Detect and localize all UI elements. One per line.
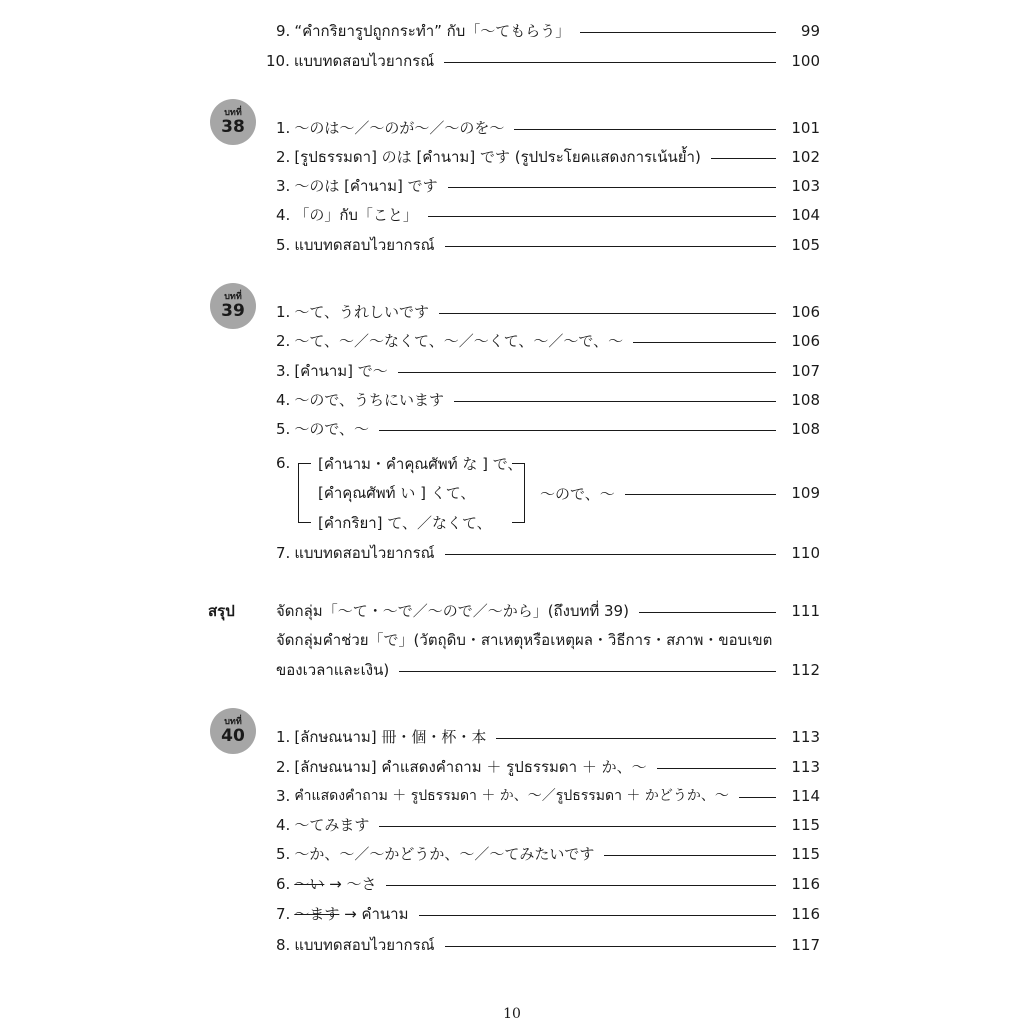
lesson-38-badge: [210, 99, 256, 145]
entry-page: 113: [791, 728, 820, 746]
dot-leader: [580, 32, 776, 33]
entry-number: 3.: [276, 362, 291, 380]
entry-page: 116: [791, 905, 820, 923]
dot-leader: [444, 62, 776, 63]
entry-number: 5.: [276, 420, 291, 438]
entry-page: 101: [791, 119, 820, 137]
entry-title: แบบทดสอบไวยากรณ์: [294, 236, 435, 254]
entry-page: 108: [791, 420, 820, 438]
entry-title: ～か、～／～かどうか、～／～てみたいです: [294, 845, 595, 863]
toc-entry[interactable]: [276, 813, 820, 837]
entry-number: 3.: [276, 787, 291, 805]
entry-title: [คำนาม] で～: [294, 362, 388, 380]
toc-entry[interactable]: [276, 388, 820, 412]
dot-leader: [445, 946, 776, 947]
entry-number: 3.: [276, 177, 291, 195]
dot-leader: [514, 129, 776, 130]
dot-leader: [419, 915, 777, 916]
entry-number: 7.: [276, 905, 291, 923]
entry-title-line: จัดกลุ่มคำช่วย「で」(วัตถุดิบ・สาเหตุหรือเหตุผล・วิธีการ・สภาพ・ขอบเขต: [276, 631, 773, 649]
dot-leader: [625, 494, 776, 495]
toc-entry[interactable]: [276, 725, 820, 749]
entry-title: ของเวลาและเงิน): [276, 661, 390, 679]
toc-entry[interactable]: [276, 359, 820, 383]
entry-page: 106: [791, 303, 820, 321]
entry-number: 1.: [276, 119, 291, 137]
badge-label: บทที่: [224, 717, 242, 727]
entry-page: 115: [791, 845, 820, 863]
entry-page: 104: [791, 206, 820, 224]
dot-leader: [711, 158, 776, 159]
badge-number: 39: [221, 301, 245, 321]
entry-number: 1.: [276, 303, 291, 321]
entry-page: 115: [791, 816, 820, 834]
entry-number: 7.: [276, 544, 291, 562]
summary-heading: สรุป: [208, 602, 235, 620]
dot-leader: [379, 826, 776, 827]
entry-page: 99: [800, 22, 820, 40]
toc-entry[interactable]: [276, 145, 820, 169]
entry-number: 2.: [276, 758, 291, 776]
dot-leader: [399, 671, 776, 672]
entry-title: ～ので、うちにいます: [294, 391, 445, 409]
entry-title: แบบทดสอบไวยากรณ์: [294, 936, 435, 954]
toc-entry[interactable]: [276, 417, 820, 441]
entry-title: [ลักษณนาม] คำแสดงคำถาม ＋ รูปธรรมดา ＋ か、～: [294, 758, 647, 776]
page-number: 10: [503, 1006, 521, 1022]
new-ending: คำนาม: [361, 905, 409, 923]
toc-entry[interactable]: [276, 116, 820, 140]
entry-page: 117: [791, 936, 820, 954]
struck-ending: ～ます: [294, 905, 340, 923]
dot-leader: [386, 885, 776, 886]
toc-entry[interactable]: [540, 481, 820, 505]
dot-leader: [496, 738, 776, 739]
toc-entry[interactable]: [276, 755, 820, 779]
toc-entry[interactable]: [276, 872, 820, 896]
entry-title: ～のは～／～のが～／～のを～: [294, 119, 505, 137]
entry-number: 5.: [276, 845, 291, 863]
entry-page: 102: [791, 148, 820, 166]
toc-entry[interactable]: [276, 902, 820, 926]
entry-page: 113: [791, 758, 820, 776]
entry-page: 109: [791, 484, 820, 502]
lesson-40-badge: [210, 708, 256, 754]
entry-page: 111: [791, 602, 820, 620]
entry-number: 1.: [276, 728, 291, 746]
entry-page: 105: [791, 236, 820, 254]
bracket-line: [คำนาม・คำคุณศัพท์ な ] で、: [318, 455, 523, 473]
dot-leader: [454, 401, 776, 402]
badge-label: บทที่: [224, 108, 242, 118]
toc-entry[interactable]: [276, 842, 820, 866]
entry-number: 2.: [276, 148, 291, 166]
entry-title: คำแสดงคำถาม ＋ รูปธรรมดา ＋ か、～／รูปธรรมดา ＋ かどうか、～: [294, 788, 729, 804]
toc-entry[interactable]: [276, 174, 820, 198]
entry-number: 6.: [276, 875, 291, 893]
toc-entry[interactable]: [276, 233, 820, 257]
toc-entry[interactable]: [276, 599, 820, 623]
entry-page: 110: [791, 544, 820, 562]
entry-page: 114: [791, 787, 820, 805]
entry-number: 6.: [276, 454, 291, 472]
entry-number: 9.: [276, 22, 291, 40]
entry-title: ～のは [คำนาม] です: [294, 177, 438, 195]
lesson-39-badge: [210, 283, 256, 329]
badge-label: บทที่: [224, 292, 242, 302]
dot-leader: [445, 554, 776, 555]
entry-page: 107: [791, 362, 820, 380]
entry-number: 8.: [276, 936, 291, 954]
entry-number: 5.: [276, 236, 291, 254]
bracket-line: [คำคุณศัพท์ い ] くて、: [318, 484, 476, 502]
entry-title: ～ので、～: [540, 484, 615, 503]
badge-number: 40: [221, 726, 245, 746]
dot-leader: [604, 855, 776, 856]
bracket-line: [คำกริยา] て、／なくて、: [318, 514, 492, 532]
dot-leader: [445, 246, 776, 247]
entry-number: 4.: [276, 816, 291, 834]
dot-leader: [633, 342, 776, 343]
dot-leader: [739, 797, 776, 798]
toc-entry[interactable]: [276, 300, 820, 324]
entry-title: [294, 902, 408, 926]
entry-page: 100: [791, 52, 820, 70]
toc-entry[interactable]: [266, 49, 820, 73]
dot-leader: [657, 768, 776, 769]
entry-title: จัดกลุ่ม「～て・～で／～ので／～から」(ถึงบทที่ 39): [276, 602, 629, 620]
entry-number: 2.: [276, 332, 291, 350]
badge-number: 38: [221, 117, 245, 137]
entry-page: 106: [791, 332, 820, 350]
entry-title: ～て、うれしいです: [294, 303, 430, 321]
entry-page: 103: [791, 177, 820, 195]
entry-number: 4.: [276, 391, 291, 409]
toc-entry[interactable]: [276, 784, 820, 808]
toc-entry[interactable]: [276, 658, 820, 682]
entry-title: แบบทดสอบไวยากรณ์: [294, 544, 435, 562]
entry-title: [294, 872, 376, 896]
entry-number: 4.: [276, 206, 291, 224]
entry-number: 10.: [266, 52, 290, 70]
dot-leader: [379, 430, 776, 431]
entry-title: แบบทดสอบไวยากรณ์: [293, 52, 435, 70]
toc-entry[interactable]: [276, 541, 820, 565]
dot-leader: [428, 216, 776, 217]
dot-leader: [639, 612, 776, 613]
entry-title: [ลักษณนาม] 冊・個・杯・本: [294, 728, 487, 746]
entry-page: 108: [791, 391, 820, 409]
dot-leader: [398, 372, 776, 373]
entry-page: 112: [791, 661, 820, 679]
entry-title: “คำกริยารูปถูกกระทำ” กับ「～てもらう」: [294, 22, 571, 40]
entry-title: ～てみます: [294, 816, 370, 834]
toc-entry[interactable]: [276, 329, 820, 353]
arrow-icon: →: [329, 875, 342, 893]
toc-entry[interactable]: [276, 203, 820, 227]
entry-title: [รูปธรรมดา] のは [คำนาม] です (รูปประโยคแสดงการเน้นย้ำ): [294, 148, 701, 166]
entry-title: ～ので、～: [294, 420, 370, 438]
new-ending: ～さ: [346, 875, 377, 893]
toc-entry[interactable]: [276, 933, 820, 957]
entry-title: 「の」กับ「こと」: [294, 206, 418, 224]
entry-title: ～て、～／～なくて、～／～くて、～／～で、～: [294, 332, 624, 350]
arrow-icon: →: [344, 905, 357, 923]
struck-ending: ～い: [294, 875, 325, 893]
dot-leader: [439, 313, 776, 314]
entry-page: 116: [791, 875, 820, 893]
toc-entry[interactable]: [276, 19, 820, 43]
dot-leader: [448, 187, 776, 188]
